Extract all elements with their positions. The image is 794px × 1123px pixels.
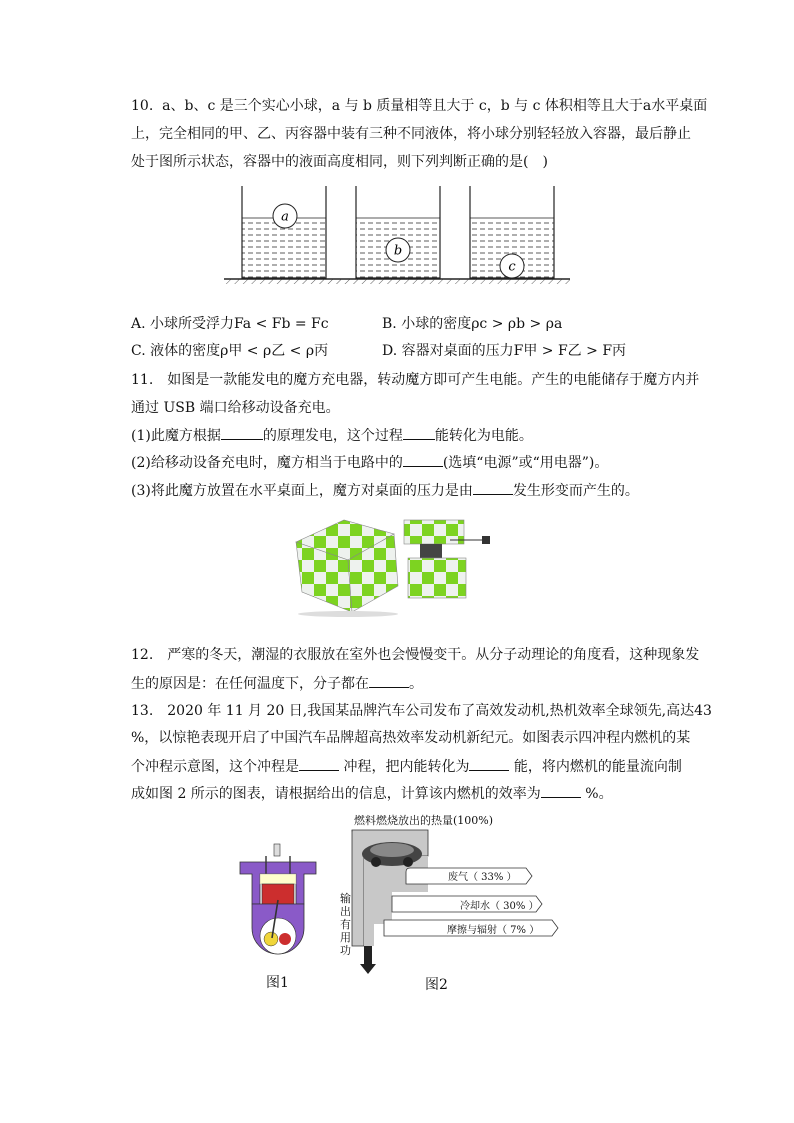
flow-label-friction: 摩擦与辐射（ 7% ） xyxy=(447,925,540,936)
q12-line2: 生的原因是：在任何温度下，分子都在 。 xyxy=(131,673,423,694)
ball-a-label: a xyxy=(281,209,289,225)
answer-blank[interactable] xyxy=(403,452,443,467)
fig2-title: 燃料燃烧放出的热量(100%) xyxy=(354,814,494,827)
cube-disassembled xyxy=(404,520,490,598)
cube-large xyxy=(296,520,398,617)
ball-c-label: c xyxy=(508,259,516,275)
useful-work-arrow xyxy=(360,946,376,974)
answer-blank[interactable] xyxy=(403,425,435,440)
answer-blank[interactable] xyxy=(541,783,581,798)
q10-text1: a、b、c 是三个实心小球，a 与 b 质量相等且大于 c，b 与 c 体积相等且大于a水平桌面 xyxy=(162,98,708,114)
answer-blank[interactable] xyxy=(369,673,409,688)
output-work-label: 输 出 有 用 功 xyxy=(340,892,351,957)
answer-blank[interactable] xyxy=(473,480,513,495)
q11-line1: 11. 如图是一款能发电的魔方充电器，转动魔方即可产生电能。产生的电能储存于魔方内并 xyxy=(131,372,700,388)
container-yi xyxy=(356,186,440,278)
engine-crankcase xyxy=(252,900,304,954)
answer-blank[interactable] xyxy=(221,425,263,440)
q10-option-c: C. 液体的密度ρ甲 < ρ乙 < ρ丙 xyxy=(131,343,329,359)
answer-blank[interactable] xyxy=(299,756,339,771)
q12-line1: 12. 严寒的冬天，潮湿的衣服放在室外也会慢慢变干。从分子动理论的角度看，这种现象发 xyxy=(131,647,700,663)
q13-line1: 13. 2020 年 11 月 20 日,我国某品牌汽车公司发布了高效发动机,热机效率全球领先,高达43 xyxy=(131,703,712,719)
q10-line2: 上，完全相同的甲、乙、丙容器中装有三种不同液体，将小球分别轻轻放入容器，最后静止 xyxy=(131,126,691,142)
q11-part1: (1)此魔方根据 的原理发电，这个过程 能转化为电能。 xyxy=(131,425,533,446)
flow-label-coolant: 冷却水（ 30% ） xyxy=(460,901,539,912)
container-jia xyxy=(242,186,326,278)
engine-spark-plug xyxy=(274,844,280,856)
power-cube-figure xyxy=(290,512,505,618)
q11-line2: 通过 USB 端口给移动设备充电。 xyxy=(131,400,340,416)
q10-option-b: B. 小球的密度ρc > ρb > ρa xyxy=(382,316,563,332)
ball-c xyxy=(500,254,524,278)
q10-option-a: A. 小球所受浮力Fa < Fb = Fc xyxy=(131,316,329,332)
q11-part3: (3)将此魔方放置在水平桌面上，魔方对桌面的压力是由 发生形变而产生的。 xyxy=(131,480,639,501)
q10-line1 xyxy=(131,96,707,116)
q11-part2: (2)给移动设备充电时，魔方相当于电路中的 (选填“电源”或“用电器”)。 xyxy=(131,452,608,473)
ball-a xyxy=(273,204,297,228)
q10-number: 10. xyxy=(131,98,154,114)
q10-line3: 处于图所示状态，容器中的液面高度相同，则下列判断正确的是( ) xyxy=(131,154,548,170)
q13-line4: 成如图 2 所示的图表，请根据给出的信息，计算该内燃机的效率为 %。 xyxy=(131,783,613,804)
containers-figure xyxy=(224,184,574,286)
engine-combustion-chamber xyxy=(260,874,296,884)
fig2-caption: 图2 xyxy=(425,977,448,993)
engine-figure xyxy=(238,842,318,968)
ball-b xyxy=(386,238,410,262)
q13-line3: 个冲程示意图，这个冲程是 冲程，把内能转化为 能，将内燃机的能量流向制 xyxy=(131,756,682,777)
fig1-caption: 图1 xyxy=(266,975,289,991)
ball-b-label: b xyxy=(393,243,403,259)
table-surface xyxy=(224,279,570,284)
q13-line2: %，以惊艳表现开启了中国汽车品牌超高热效率发动机新纪元。如图表示四冲程内燃机的某 xyxy=(131,730,691,746)
q10-option-d: D. 容器对桌面的压力F甲 > F乙 > F丙 xyxy=(382,343,627,359)
answer-blank[interactable] xyxy=(469,756,509,771)
flow-label-exhaust: 废气（ 33% ） xyxy=(448,872,517,883)
